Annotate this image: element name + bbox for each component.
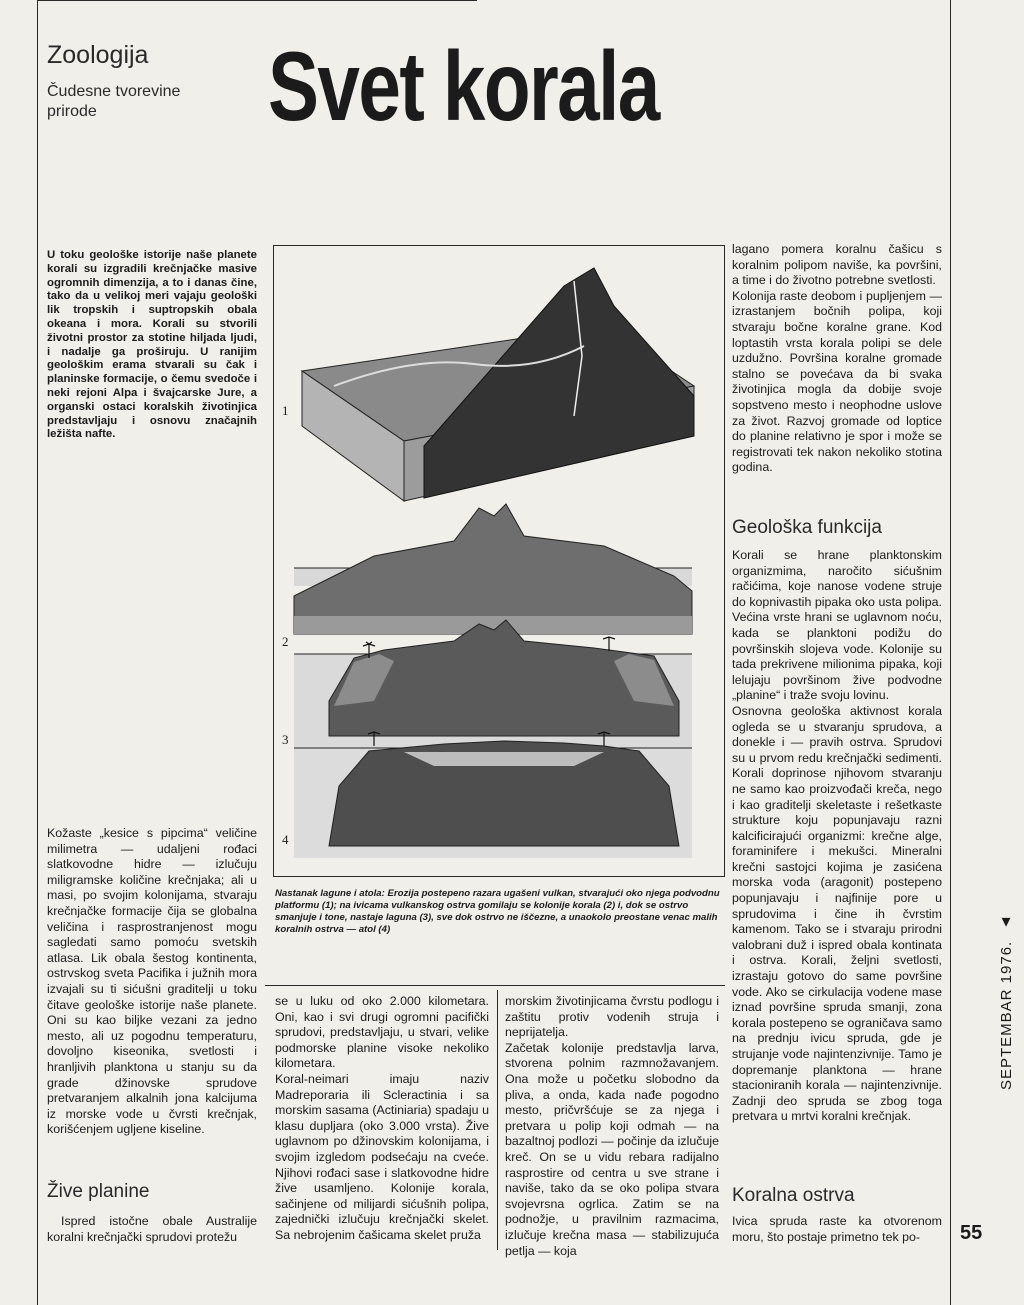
heading-geoloska-funkcija: Geološka funkcija xyxy=(732,517,882,538)
atoll-figure xyxy=(273,245,725,877)
left-column-p2 xyxy=(47,1214,257,1245)
lagoon-4 xyxy=(404,752,604,766)
arrow-right-icon: ▼ xyxy=(998,913,1015,931)
page-number: 55 xyxy=(960,1222,983,1244)
atoll-diagram xyxy=(274,246,724,876)
volcano-2 xyxy=(294,504,692,634)
left-p2-text: Ispred istočne obale Australije koralni krečnjački sprudovi protežu xyxy=(47,1214,257,1244)
column-rule-mid xyxy=(497,990,498,1250)
figure-label-3: 3 xyxy=(282,732,289,747)
section-label: Zoologija xyxy=(47,41,149,69)
left-rule xyxy=(37,0,38,1305)
figure-label-2: 2 xyxy=(282,634,289,649)
top-rule xyxy=(37,0,477,1)
middle-column-2: morskim životinjicama čvrstu podlogu i zaštitu protiv vodenih struja i neprijatelja. Začetak kolonije predstavlja larva, stvorena polnim razmnožavanjem. Ona može u početku slobodno da pliva, a onda, kada nađe pogodno mesto, pričvršćuje se za njega i pretvara u polip koji odmah — na bazaltnoj podlozi — počinje da izlučuje kreč. On se u vidu rebara radijalno rasprostire od centra u sve strane i naviše, tako da se oko polipa stvara svojevrsna ogrlica. Zatim se na podnožje, u pravilnim razmacima, izlučuje krečna masa — stabilizujuća petlja — koja xyxy=(505,994,719,1258)
heading-koralna-ostrva: Koralna ostrva xyxy=(732,1185,855,1206)
issue-date xyxy=(998,914,1015,1090)
right-column-mid: Korali se hrane planktonskim organizmima, naročito sićušnim račićima, koje nanose vodene struje do kopnivastih pipaka oko usta polipa. Većina vrste hrani se uglavnom noću, kada se planktoni podižu do površinskih slojeva vode. Kolonije su tada prekrivene milionima pipaka, koji lelujaju površinom žive podvodne „planine“ i traže svoju lovinu. Osnovna geološka aktivnost korala ogleda se u stvaranju sprudova, a donekle i — pravih ostrva. Sprudovi su u prvom redu krečnjački sedimenti. Korali doprinose njihovom stvaranju ne samo kao proizvođači kreča, nego i kao graditelji skeletaste i rešetkaste strukture koju popunjavaju razni kalcificirajući organizmi: krečne alge, foraminifere i mekušci. Mineralni krečni sastojci kojima je zasićena morska voda (aragonit) postepeno popunjavaju i najfinije pore u sprudovima i čine ih čvrstim kamenom. Tako se i stvaraju prirodni valobrani duž i ispred obala kontinata i ostrva. Korali, željni svetlosti, izrastaju gotovo do same površine vode. Ako se cirkulacija vodene mase iznad površine spruda smanji, zona korala postepeno se ograničava samo na prednju ivicu spruda, gde je strujanje vode najintenzivnije. Tamo je dopremanje planktona — hrane stacioniranih korala — najintenzivnije. Zadnji deo spruda se zbog toga pretvara u mrtvi koralni krečnjak. xyxy=(732,548,942,1124)
page-title: Svet korala xyxy=(268,31,659,141)
right-rule xyxy=(950,0,951,1305)
middle-column-1: se u luku od oko 2.000 kilometara. Oni, kao i svi drugi ogromni pacifički sprudovi, predstavljaju, u stvari, velike podmorske planine visoke nekoliko kilometara. Koral-neimari imaju naziv Madreporaria ili Scleractinia i sa morskim sasama (Actiniaria) spadaju u klasu dupljara (oko 3.000 vrsta). Žive uglavnom po džinovskim kolonijama, i svojim izgledom podsećaju na cveće. Njihovi rođaci sase i slatkovodne hidre žive usamljeno. Kolonije korala, sačinjene od milijardi sićušnih polipa, zajednički izlučuju krečnjački skelet. Sa nebrojenim čašicama skelet pruža xyxy=(275,994,489,1242)
left-column-p1 xyxy=(47,826,257,1138)
right-column-bottom: Ivica spruda raste ka otvorenom moru, što postaje primetno tek po- xyxy=(732,1214,942,1244)
subtitle-line1: Čudesne tvorevine xyxy=(47,83,181,100)
heading-zive-planine: Žive planine xyxy=(47,1181,150,1202)
left-p1-text: Kožaste „kesice s pipcima“ veličine milimetra — udaljeni rođaci slatkovodne hidre — izlučuju miligramske količine krečnjaka; ali u masi, po svojim kolonijama, stvaraju krečnjačke formacije čija se globalna veličina i rasprostranjenost mogu sagledati samo pomoću svetskih atlasa. Lik obala šestog kontinenta, ostrvskog sveta Pacifika i južnih mora izvajali su ti sićušni graditelji u toku čitave geološke istorije naše planete. Oni su kao biljke vezani za jedno mesto, ali uz pogodnu temperaturu, dovoljno kiseonika, svetlosti i hranljivih planktona u stanju su da grade džinovske sprudove pretvaranjem alkalnih jona kalcijuma iz morske vode u čvrsti krečnjak, korišćenjem ugljene kiseline. xyxy=(47,826,257,1137)
subtitle-line2: prirode xyxy=(47,103,97,120)
right-column-top: lagano pomera koralnu čašicu s koralnim polipom naviše, ka površini, a time i do životno potrebne svetlosti. Kolonija raste deobom i pupljenjem — izrastanjem bočnih polipa, koji stvaraju bočne koralne grane. Kod loptastih vrsta korala polipi se dele uzdužno. Površina koralne gromade stalno se povećava da bi svaka životinjica mogla da dobije svoje sopstveno mesto i neophodne uslove za život. Razvoj gromade od loptice do planine relativno je spor i može se registrovati tek nakon nekoliko stotina godina. xyxy=(732,242,942,475)
figure-label-4: 4 xyxy=(282,832,289,847)
figure-label-1: 1 xyxy=(282,403,289,418)
intro-paragraph: U toku geološke istorije naše planete korali su izgradili krečnjačke masive ogromnih dimenzija, a to i danas čine, tako da u velikoj meri vajaju geološki lik tropskih i suptropskih obala okeana i mora. Korali su stvorili životni prostor za stotine hiljada ljudi, i nadalje ga proširuju. U ranijim geološkim erama stvarali su čak i planinske formacije, o čemu svedoče i neki rejoni Alpa i švajcarske Jure, a organski ostaci koralskih životinjica predstavljaju i osnovu značajnih ležišta nafte. xyxy=(47,249,257,441)
caption-rule xyxy=(265,985,725,986)
issue-date-text: SEPTEMBAR 1976. xyxy=(998,940,1015,1090)
figure-caption: Nastanak lagune i atola: Erozija postepeno razara ugašeni vulkan, stvarajući oko njega podvodnu platformu (1); na ivicama vulkanskog ostrva gomilaju se kolonije korala (2) i, dok se ostrvo smanjuje i tone, nastaje laguna (3), sve dok ostrvo ne iščezne, a unaokolo preostane venac malih koralnih ostrva — atol (4) xyxy=(275,888,720,935)
